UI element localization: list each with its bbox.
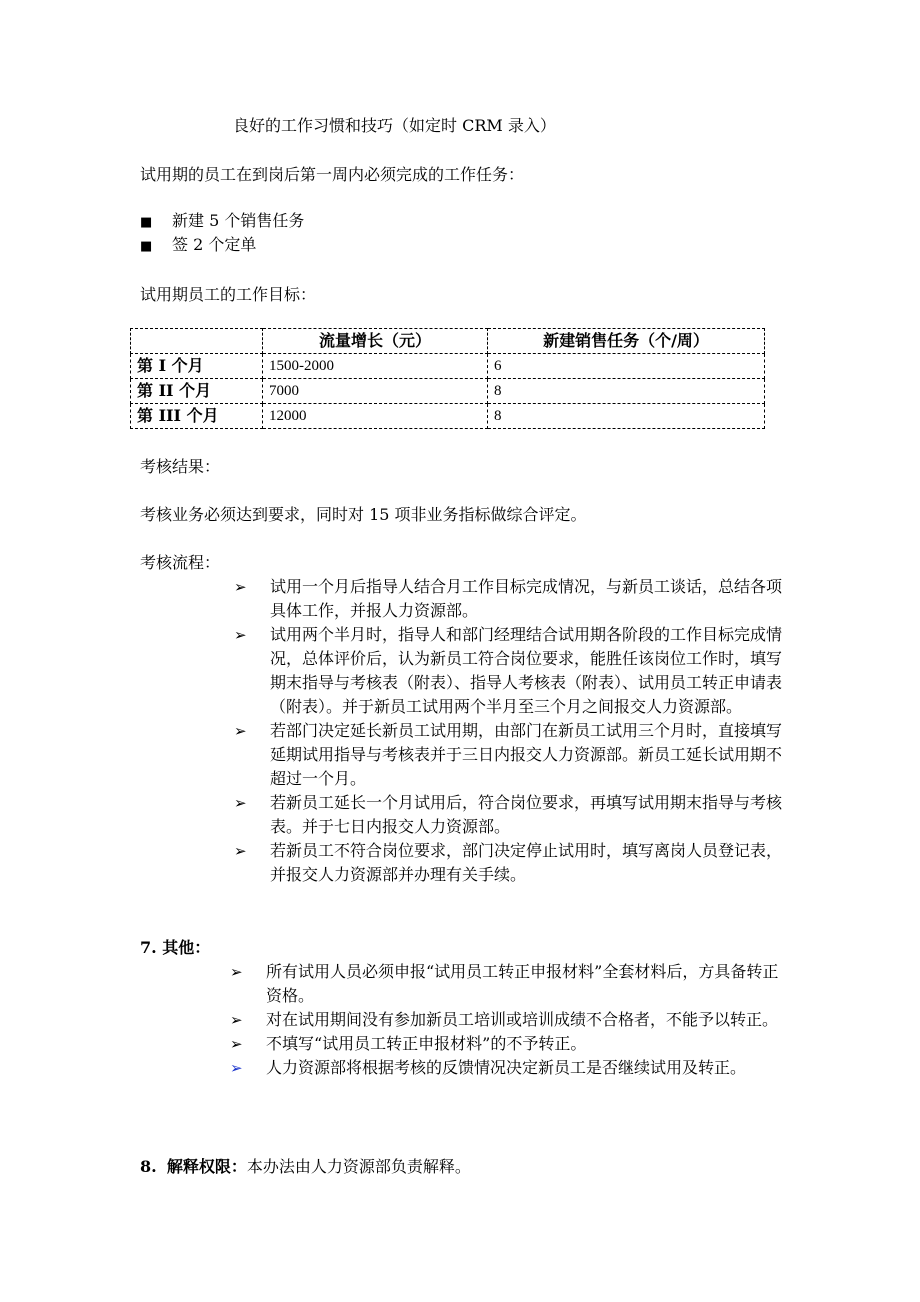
section8-line — [140, 1155, 471, 1179]
week-task-item: 新建 5 个销售任务 — [172, 211, 305, 230]
arrow-bullet-icon: ➢ — [230, 1011, 243, 1029]
arrow-bullet-icon: ➢ — [234, 722, 247, 740]
row-tasks: 8 — [488, 404, 765, 429]
list-item: ➢ 若新员工不符合岗位要求，部门决定停止试用时，填写离岗人员登记表，并报交人力资源部并办理有关手续。 — [234, 841, 783, 884]
list-item: ➢ 若新员工延长一个月试用后，符合岗位要求，再填写试用期末指导与考核表。并于七日内报交人力资源部。 — [234, 793, 783, 836]
square-bullet-icon: ■ — [140, 239, 153, 254]
table-header-empty — [131, 329, 263, 354]
table-header-tasks: 新建销售任务（个/周） — [488, 329, 765, 354]
list-item: ➢ 若部门决定延长新员工试用期，由部门在新员工试用三个月时，直接填写延期试用指导与考核表并于三日内报交人力资源部。新员工延长试用期不超过一个月。 — [234, 721, 783, 788]
row-label: 第 III 个月 — [131, 404, 263, 429]
week-tasks-heading: 试用期的员工在到岗后第一周内必须完成的工作任务： — [140, 165, 525, 184]
arrow-bullet-icon: ➢ — [234, 578, 247, 596]
arrow-bullet-icon: ➢ — [230, 1059, 243, 1077]
list-item: ➢ 试用一个月后指导人结合月工作目标完成情况，与新员工谈话，总结各项具体工作，并报人力资源部。 — [234, 577, 783, 620]
row-traffic: 1500-2000 — [263, 354, 488, 379]
section8-text: 本办法由人力资源部负责解释。 — [246, 1157, 471, 1176]
goals-heading: 试用期员工的工作目标： — [140, 285, 317, 304]
square-bullet-icon: ■ — [140, 215, 153, 230]
goals-table — [130, 328, 765, 429]
process-heading: 考核流程： — [140, 553, 221, 572]
row-label: 第 I 个月 — [131, 354, 263, 379]
list-item: ➢ 所有试用人员必须申报“试用员工转正申报材料”全套材料后，方具备转正资格。 — [230, 962, 779, 1005]
arrow-bullet-icon: ➢ — [230, 963, 243, 981]
row-tasks: 6 — [488, 354, 765, 379]
table-header-traffic: 流量增长（元） — [263, 329, 488, 354]
list-item: ➢ 试用两个半月时，指导人和部门经理结合试用期各阶段的工作目标完成情况，总体评价后，认为新员工符合岗位要求，能胜任该岗位工作时，填写期末指导与考核表（附表）、指导人考核表（附表）、试用员工转正申请表（附表）。并于新员工试用两个半月至三个月之间报交人力资源部。 — [234, 625, 783, 716]
table-row — [131, 404, 765, 429]
process-list — [234, 575, 784, 887]
list-item: ➢ 不填写“试用员工转正申报材料”的不予转正。 — [230, 1032, 786, 1056]
section8-number: 8. — [140, 1157, 157, 1176]
intro-line: 良好的工作习惯和技巧（如定时 CRM 录入） — [233, 116, 556, 135]
result-text: 考核业务必须达到要求，同时对 15 项非业务指标做综合评定。 — [140, 505, 587, 524]
table-row — [131, 379, 765, 404]
week-task-item: 签 2 个定单 — [172, 235, 257, 254]
table-header-row — [131, 329, 765, 354]
section7-number: 7. — [140, 938, 157, 957]
row-traffic: 12000 — [263, 404, 488, 429]
arrow-bullet-icon: ➢ — [230, 1035, 243, 1053]
arrow-bullet-icon: ➢ — [234, 626, 247, 644]
section7-list — [230, 960, 786, 1080]
list-item: ➢ 对在试用期间没有参加新员工培训或培训成绩不合格者，不能予以转正。 — [230, 1008, 786, 1032]
section8-title: 解释权限： — [166, 1157, 247, 1176]
result-heading: 考核结果： — [140, 457, 221, 476]
table-row — [131, 354, 765, 379]
section7-title: 其他： — [162, 938, 211, 957]
section7-heading — [140, 936, 210, 960]
row-label: 第 II 个月 — [131, 379, 263, 404]
row-tasks: 8 — [488, 379, 765, 404]
list-item: ➢ 人力资源部将根据考核的反馈情况决定新员工是否继续试用及转正。 — [230, 1056, 786, 1080]
arrow-bullet-icon: ➢ — [234, 842, 247, 860]
row-traffic: 7000 — [263, 379, 488, 404]
arrow-bullet-icon: ➢ — [234, 794, 247, 812]
